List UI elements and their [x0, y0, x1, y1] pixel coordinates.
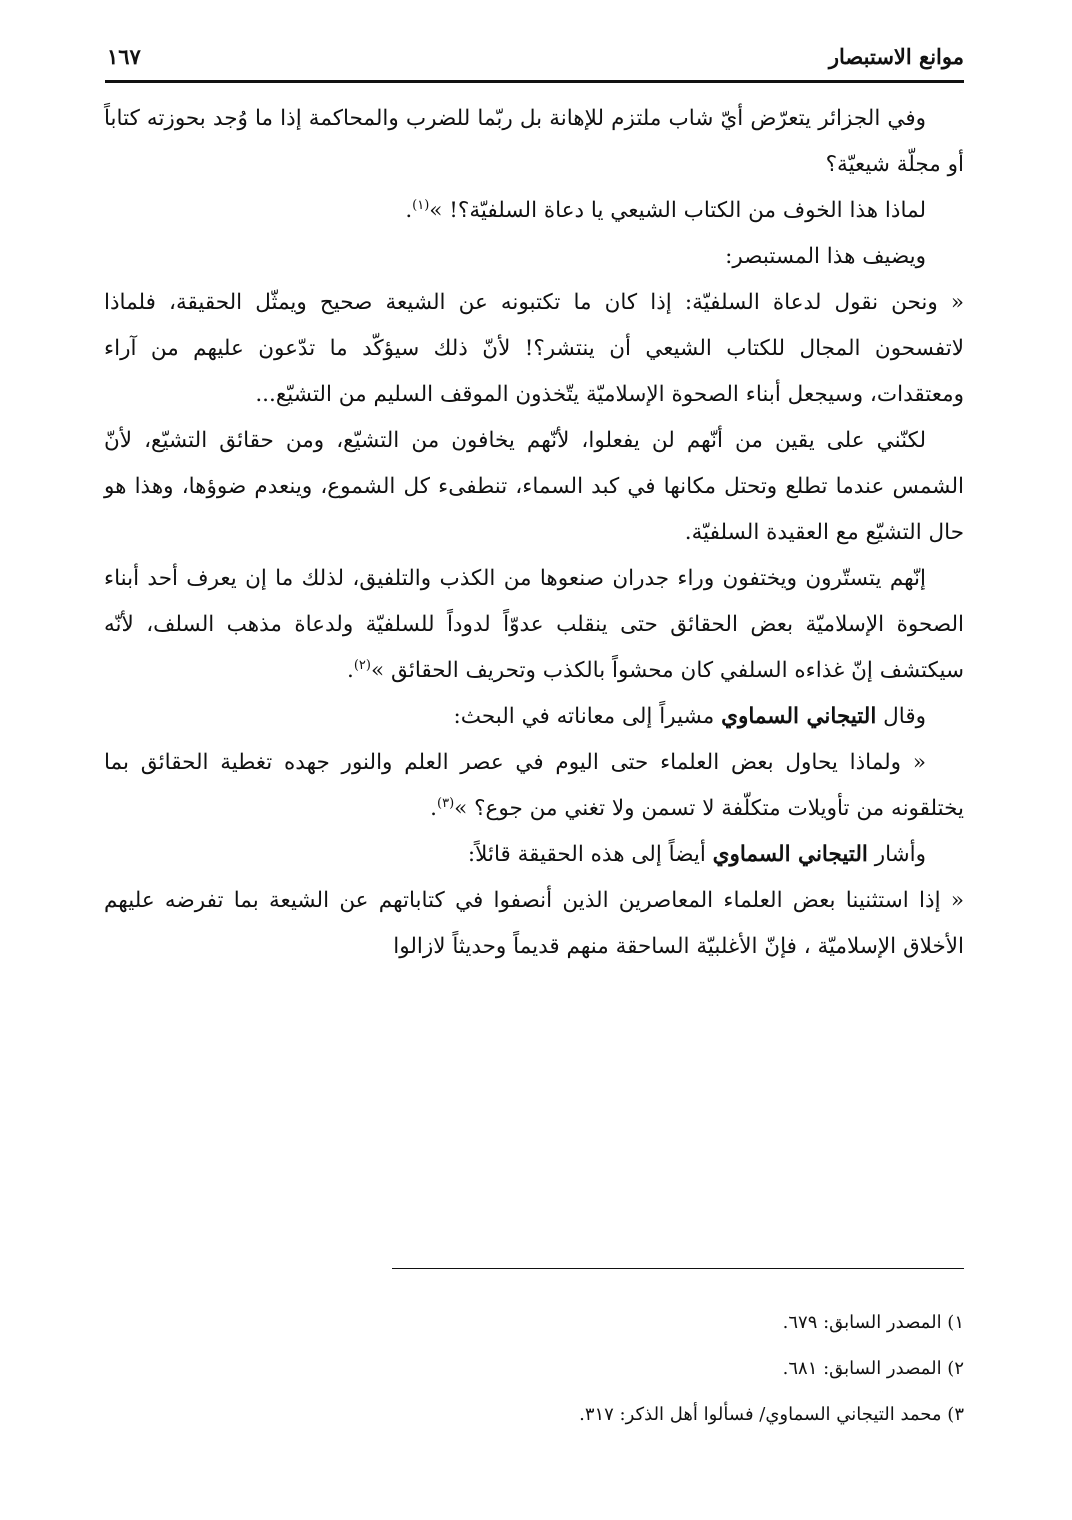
footnote-3: ٣) محمد التيجاني السماوي/ فسألوا أهل الذكر: ٣١٧. — [579, 1404, 964, 1425]
footnotes — [104, 1300, 964, 1438]
author-name: التيجاني السماوي — [712, 842, 868, 867]
paragraph-2 — [104, 188, 964, 234]
paragraph-5: لكنّني على يقين من أنّهم لن يفعلوا، لأنّهم يخافون من التشيّع، ومن حقائق التشيّع، لأنّ الشمس عندما تطلع وتحتل مكانها في كبد السماء، تنطفىء كل الشموع، وينعدم ضوؤها، وهذا هو حال التشيّع مع العقيدة السلفيّة. — [104, 428, 964, 545]
paragraph-2-end: . — [405, 198, 413, 223]
paragraph-9-pre: وأشار — [867, 842, 926, 867]
footnote-2: ٢) المصدر السابق: ٦٨١. — [782, 1358, 964, 1379]
footnote-ref-1: (١) — [412, 197, 430, 213]
paragraph-8-text: « ولماذا يحاول بعض العلماء حتى اليوم في عصر العلم والنور جهده تغطية الحقائق بما يختلقونه من تأويلات متكلّفة لا تسمن ولا تغني من جوع؟ » — [104, 750, 964, 821]
footnote-ref-3: (٣) — [437, 795, 455, 811]
paragraph-8 — [104, 740, 964, 832]
paragraph-9-post: أيضاً إلى هذه الحقيقة قائلاً: — [467, 842, 713, 867]
paragraph-1: وفي الجزائر يتعرّض أيّ شاب ملتزم للإهانة بل ربّما للضرب والمحاكمة إذا ما وُجد بحوزته كتاباً أو مجلّة شيعيّة؟ — [104, 106, 964, 177]
paragraph-6-end: . — [346, 658, 354, 683]
paragraph-7-post: مشيراً إلى معاناته في البحث: — [453, 704, 722, 729]
paragraph-3: ويضيف هذا المستبصر: — [725, 244, 926, 269]
paragraph-9 — [104, 832, 964, 878]
paragraph-6 — [104, 556, 964, 694]
running-title: موانع الاستبصار — [828, 44, 964, 69]
paragraph-7-pre: وقال — [876, 704, 926, 729]
page-number: ١٦٧ — [107, 44, 141, 69]
paragraph-2-text: لماذا هذا الخوف من الكتاب الشيعي يا دعاة السلفيّة؟! » — [429, 198, 926, 223]
footnote-divider — [392, 1268, 964, 1269]
page-header — [105, 40, 964, 83]
footnote-1: ١) المصدر السابق: ٦٧٩. — [782, 1312, 964, 1333]
footnote-ref-2: (٢) — [353, 657, 371, 673]
paragraph-10: « إذا استثنينا بعض العلماء المعاصرين الذين أنصفوا في كتاباتهم عن الشيعة بما تفرضه عليهم الأخلاق الإسلاميّة ، فإنّ الأغلبيّة الساحقة منهم قديماً وحديثاً لازالوا — [104, 888, 964, 959]
author-name: التيجاني السماوي — [721, 704, 877, 729]
paragraph-8-end: . — [430, 796, 437, 821]
paragraph-7 — [104, 694, 964, 740]
main-text — [104, 96, 964, 970]
paragraph-6-text: إنّهم يتستّرون ويختفون وراء جدران صنعوها من الكذب والتلفيق، لذلك ما إن يعرف أحد أبناء الصحوة الإسلاميّة بعض الحقائق حتى ينقلب عدوّاً لدوداً للسلفيّة ولدعاة مذهب السلف، لأنّه سيكتشف إنّ غذاءه السلفي كان محشواً بالكذب وتحريف الحقائق » — [104, 566, 964, 683]
paragraph-4: « ونحن نقول لدعاة السلفيّة: إذا كان ما تكتبونه عن الشيعة صحيح ويمثّل الحقيقة، فلماذا لاتفسحون المجال للكتاب الشيعي أن ينتشر؟! لأنّ ذلك سيؤكّد ما تدّعون عليهم من آراء ومعتقدات، وسيجعل أبناء الصحوة الإسلاميّة يتّخذون الموقف السليم من التشيّع... — [104, 290, 964, 407]
